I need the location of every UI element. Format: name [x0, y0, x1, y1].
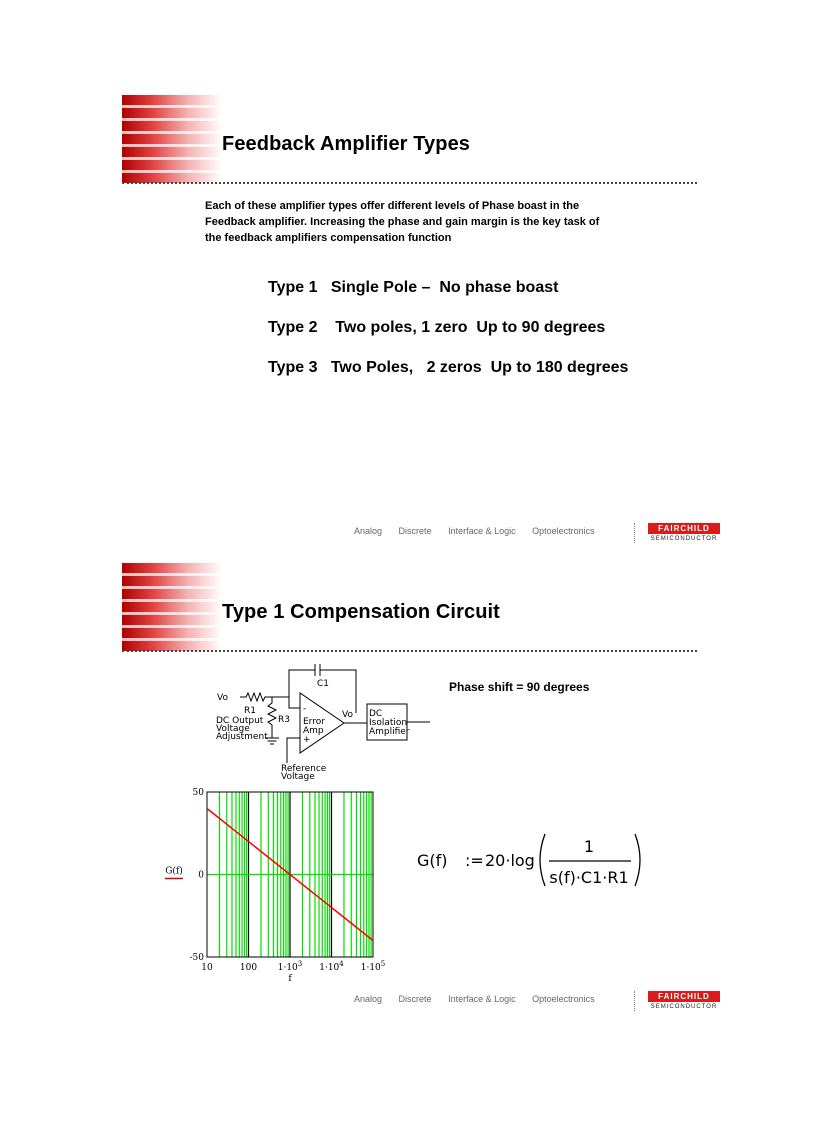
- y-tick-label: 0: [198, 870, 204, 881]
- footer-link-analog[interactable]: Analog: [354, 994, 383, 1004]
- label-amp: Amp: [303, 726, 324, 736]
- type-description: Two Poles, 2 zeros Up to 180 degrees: [330, 359, 629, 376]
- title-gradient-bar: [122, 95, 222, 183]
- footer-link-optoelectronics[interactable]: Optoelectronics: [532, 994, 595, 1004]
- footer-link-optoelectronics[interactable]: Optoelectronics: [532, 526, 595, 536]
- resistor-r3: [268, 697, 276, 738]
- footer-link-analog[interactable]: Analog: [354, 526, 383, 536]
- intro-paragraph: [205, 198, 665, 246]
- type-row-3: [268, 359, 628, 377]
- title-divider: [122, 182, 697, 184]
- x-tick-label: 10: [201, 963, 213, 973]
- footer-link-discrete[interactable]: Discrete: [398, 994, 432, 1004]
- type-label: Type 2: [268, 319, 318, 336]
- title-gradient-bar: [122, 563, 222, 651]
- formula-svg: [417, 828, 667, 892]
- label-reference-voltage: Voltage: [281, 772, 315, 782]
- label-minus: -: [303, 704, 307, 714]
- formula-numerator: 1: [583, 837, 595, 856]
- slide-title: Type 1 Compensation Circuit: [222, 601, 500, 623]
- x-tick-label: 100: [239, 963, 258, 973]
- logo-subtitle: SEMICONDUCTOR: [648, 1002, 720, 1012]
- left-paren: [540, 834, 545, 886]
- type-label: Type 1: [268, 279, 318, 296]
- x-tick-label: $1\cdot 10^4$: [319, 960, 344, 973]
- x-axis-label: f: [288, 974, 292, 984]
- type-row-1: [268, 279, 558, 297]
- intro-line: Each of these amplifier types offer different levels of Phase boast in the: [205, 200, 580, 212]
- logo-wordmark: FAIRCHILD: [648, 523, 720, 534]
- label-r1: R1: [244, 706, 256, 716]
- footer-nav: [354, 526, 609, 536]
- formula-lhs: G(f): [417, 851, 448, 870]
- label-r3: R3: [278, 715, 290, 725]
- footer-nav: [354, 994, 609, 1004]
- label-c1: C1: [317, 679, 330, 689]
- logo-wordmark: FAIRCHILD: [648, 991, 720, 1002]
- formula-assign: :=: [465, 851, 484, 870]
- slide-feedback-amplifier-types: [122, 95, 732, 540]
- label-plus: +: [303, 735, 311, 745]
- footer-link-interface-logic[interactable]: Interface & Logic: [448, 994, 516, 1004]
- resistor-r1: [240, 693, 289, 701]
- slide-title: Feedback Amplifier Types: [222, 133, 471, 155]
- label-iso-dc: DC: [369, 709, 383, 719]
- logo-subtitle: SEMICONDUCTOR: [648, 534, 720, 544]
- type-description: Single Pole – No phase boast: [330, 279, 559, 296]
- label-iso-amplifier: Amplifier: [369, 727, 410, 737]
- slide-footer: [354, 991, 720, 1013]
- label-voltage: Voltage: [216, 724, 250, 734]
- label-vo-output: Vo: [342, 710, 353, 720]
- label-dc-output: DC Output: [216, 716, 264, 726]
- intro-line: Feedback amplifier. Increasing the phase and gain margin is the key task of: [205, 216, 600, 228]
- formula-denominator: s(f)·C1·R1: [549, 868, 629, 887]
- x-tick-label: $1\cdot 10^3$: [277, 960, 303, 973]
- transfer-function-formula: [417, 828, 667, 896]
- right-paren: [635, 834, 640, 886]
- label-iso-isolation: Isolation: [369, 718, 408, 728]
- type-description: Two poles, 1 zero Up to 90 degrees: [330, 319, 606, 336]
- title-divider: [122, 650, 697, 652]
- slide-type1-compensation: [122, 563, 732, 1008]
- x-tick-label: $1\cdot 10^5$: [360, 960, 386, 973]
- slide-footer: [354, 523, 720, 545]
- phase-shift-label: Phase shift = 90 degrees: [449, 680, 590, 694]
- intro-line: the feedback amplifiers compensation function: [205, 232, 452, 244]
- label-error: Error: [303, 717, 325, 727]
- footer-separator: [634, 523, 635, 543]
- label-reference: Reference: [281, 764, 327, 774]
- y-tick-label: 50: [192, 788, 204, 798]
- footer-link-discrete[interactable]: Discrete: [398, 526, 432, 536]
- fairchild-logo: [648, 523, 720, 543]
- type-label: Type 3: [268, 359, 318, 376]
- bode-magnitude-chart: [160, 784, 400, 984]
- footer-separator: [634, 991, 635, 1011]
- y-axis-label: G(f): [165, 866, 183, 877]
- formula-factor: 20·log: [485, 851, 535, 870]
- footer-link-interface-logic[interactable]: Interface & Logic: [448, 526, 516, 536]
- y-tick-label: -50: [189, 953, 204, 963]
- label-vo-input: Vo: [217, 693, 228, 703]
- fairchild-logo: [648, 991, 720, 1011]
- type-row-2: [268, 319, 605, 337]
- compensation-circuit-diagram: [212, 658, 442, 783]
- label-adjustment: Adjustment: [216, 732, 268, 742]
